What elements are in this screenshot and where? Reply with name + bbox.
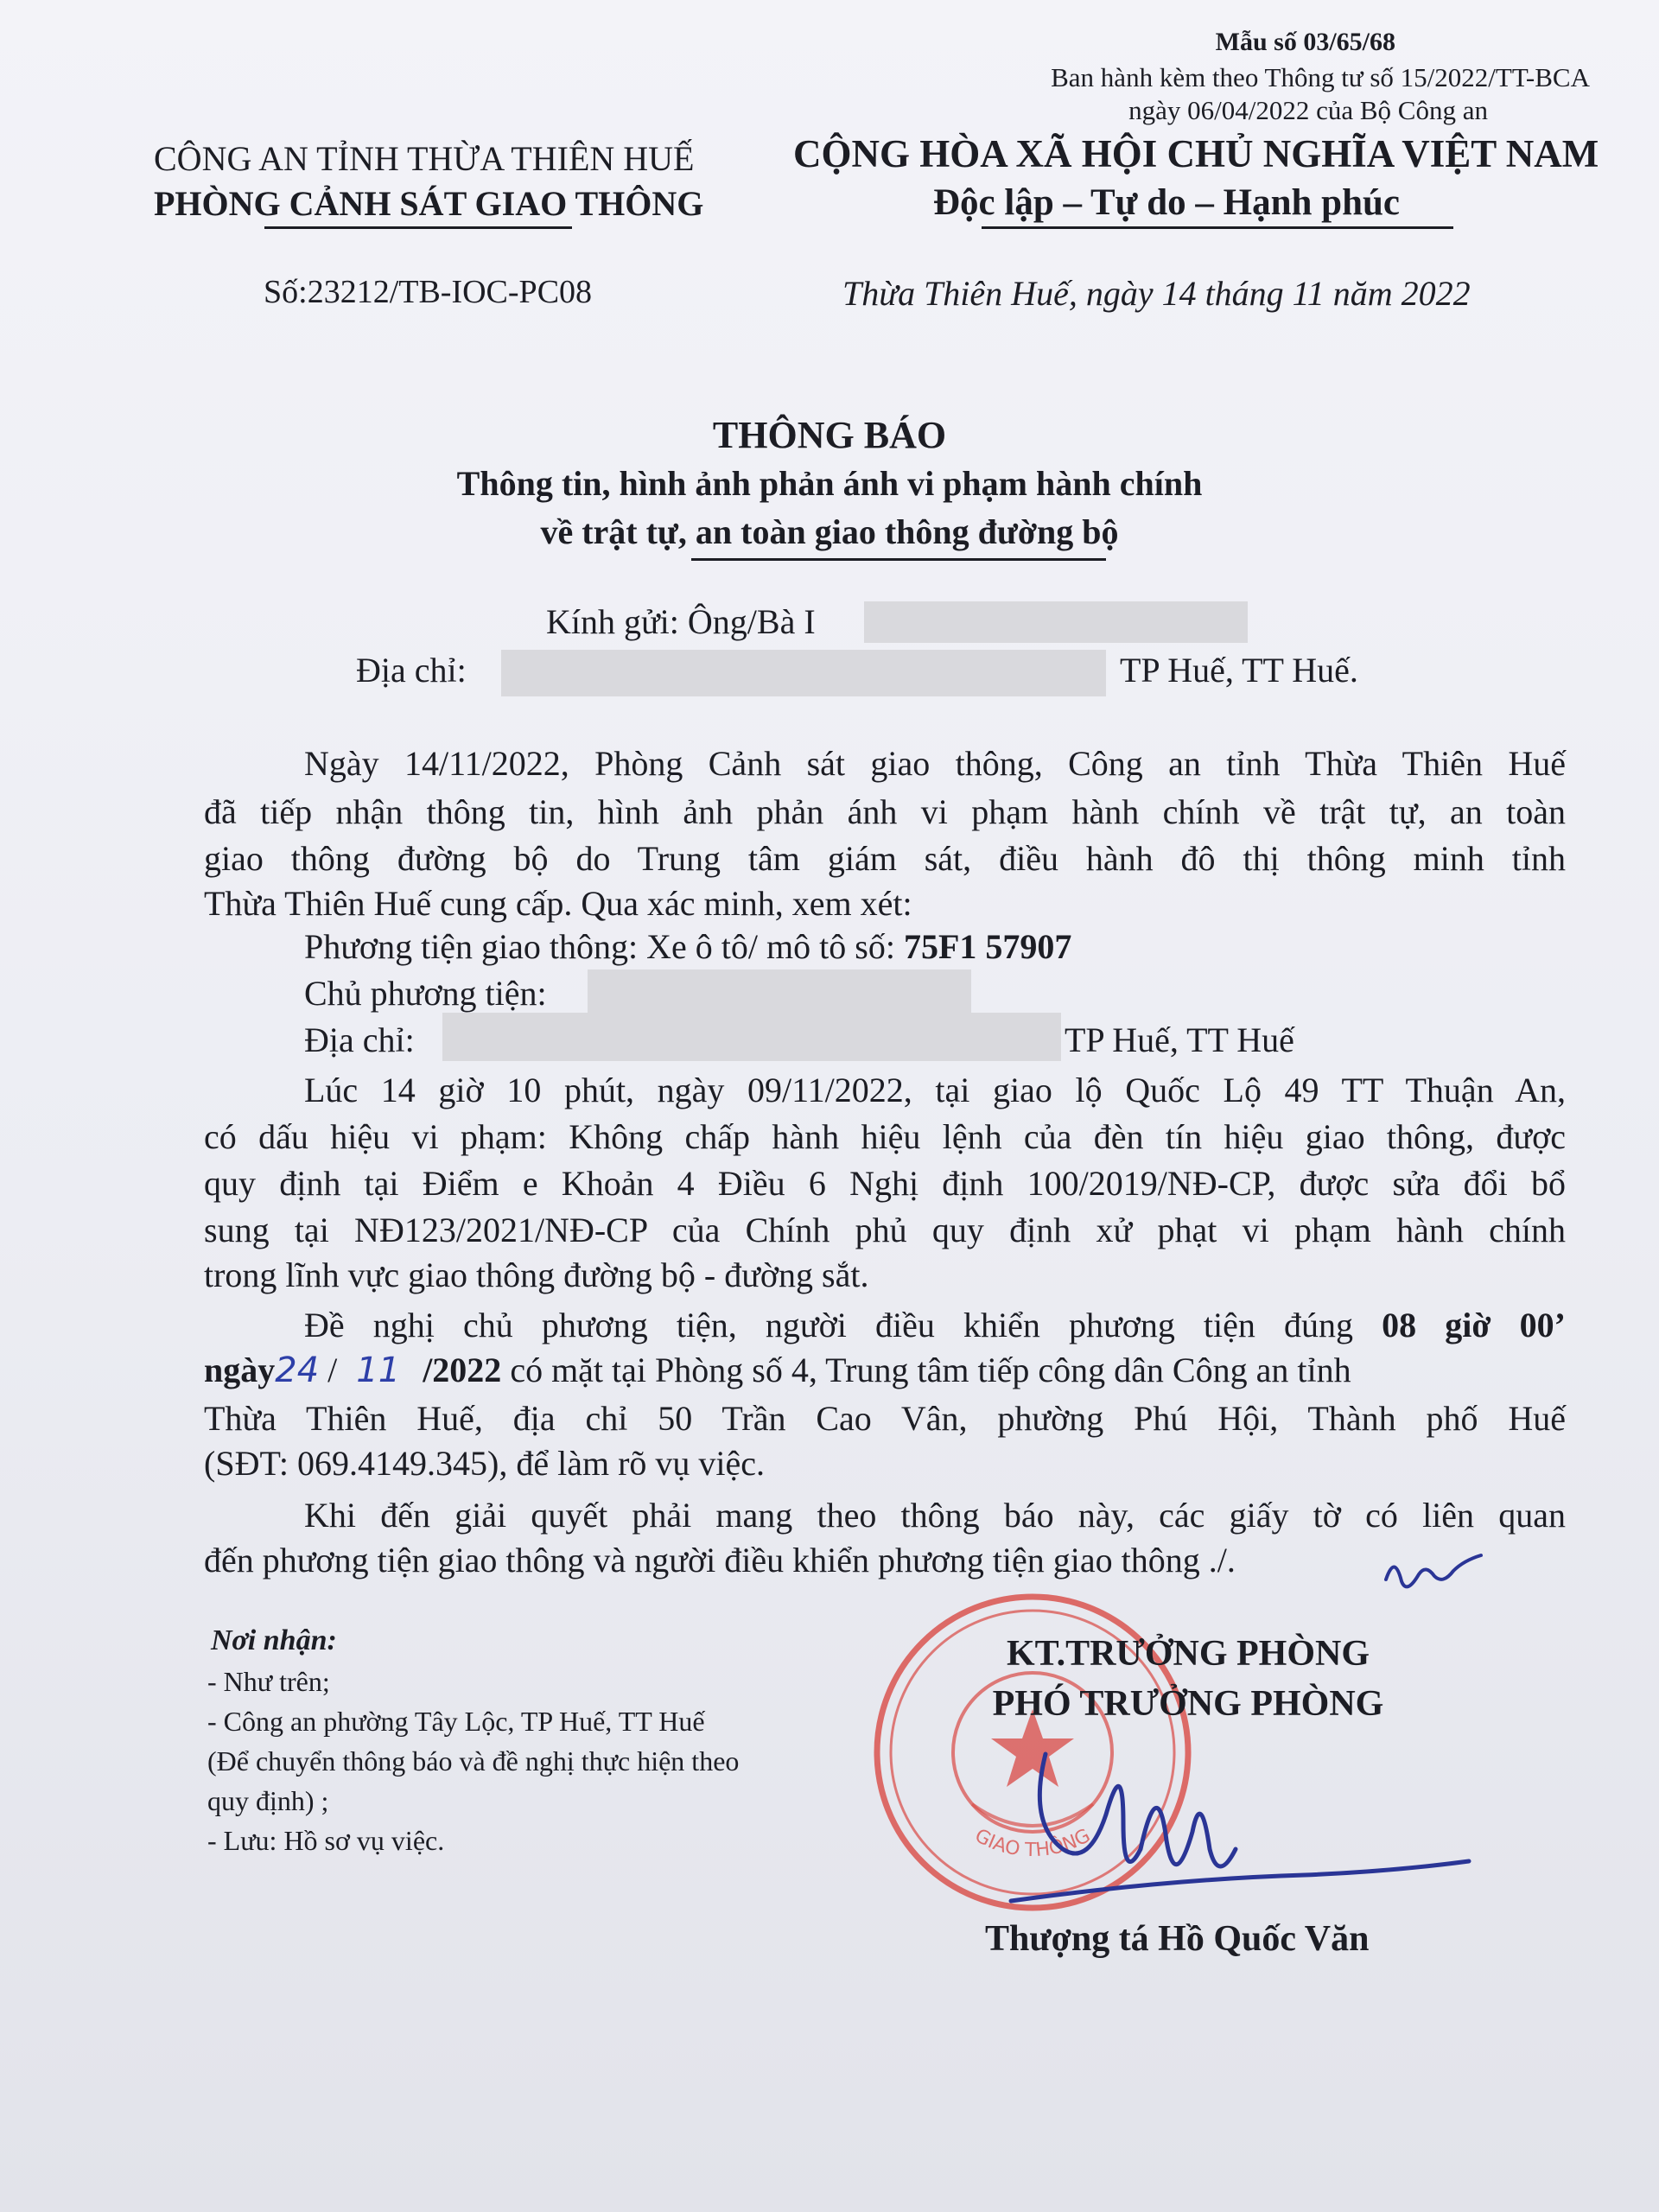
- owner-address-label: Địa chỉ:: [304, 1020, 415, 1059]
- appointment-year: /2022: [423, 1351, 502, 1389]
- title-underline: [691, 558, 1106, 561]
- recipients-item-5: - Lưu: Hồ sơ vụ việc.: [207, 1825, 445, 1856]
- appointment-location: có mặt tại Phòng số 4, Trung tâm tiếp công dân Công an tỉnh: [501, 1351, 1351, 1389]
- redacted-recipient-address: [501, 650, 1106, 696]
- redacted-owner-address: [442, 1013, 1061, 1061]
- initial-mark: [1381, 1545, 1484, 1597]
- appointment-time: 08 giờ 00’: [1382, 1306, 1566, 1344]
- signature-title-2: PHÓ TRƯỞNG PHÒNG: [992, 1684, 1384, 1724]
- handwritten-signature: [994, 1719, 1478, 1918]
- body-paragraph-1-line-3: giao thông đường bộ do Trung tâm giám sát, điều hành đô thị thông minh tỉnh: [204, 839, 1566, 878]
- body-paragraph-2-line-1: Lúc 14 giờ 10 phút, ngày 09/11/2022, tại giao lộ Quốc Lộ 49 TT Thuận An,: [304, 1071, 1566, 1109]
- document-title: THÔNG BÁO: [712, 414, 947, 456]
- redacted-recipient-name: [864, 601, 1248, 643]
- body-paragraph-1-line-4: Thừa Thiên Huế cung cấp. Qua xác minh, xem xét:: [204, 884, 912, 923]
- form-number: Mẫu số 03/65/68: [1215, 28, 1395, 56]
- body-paragraph-4-line-1: Khi đến giải quyết phải mang theo thông báo này, các giấy tờ có liên quan: [304, 1496, 1566, 1535]
- signature-title-1: KT.TRƯỞNG PHÒNG: [1007, 1634, 1370, 1674]
- recipients-item-3: (Để chuyển thông báo và đề nghị thực hiện theo: [207, 1745, 740, 1777]
- body-paragraph-3-line-1: [304, 1303, 1566, 1348]
- vehicle-line: [304, 926, 1071, 967]
- document-number: Số:23212/TB-IOC-PC08: [264, 274, 593, 310]
- recipient-greeting: Kính gửi: Ông/Bà I: [546, 602, 816, 641]
- appointment-month-handwritten: 11: [356, 1351, 401, 1390]
- body-paragraph-2-line-5: trong lĩnh vực giao thông đường bộ - đường sắt.: [204, 1255, 869, 1294]
- department-name: PHÒNG CẢNH SÁT GIAO THÔNG: [154, 184, 704, 223]
- recipients-item-4: quy định) ;: [207, 1785, 329, 1816]
- appointment-text: Đề nghị chủ phương tiện, người điều khiển phương tiện đúng: [304, 1306, 1382, 1344]
- body-paragraph-2-line-3: quy định tại Điểm e Khoản 4 Điều 6 Nghị định 100/2019/NĐ-CP, được sửa đổi bổ: [204, 1164, 1566, 1203]
- document-subtitle-2: về trật tự, an toàn giao thông đường bộ: [540, 512, 1119, 551]
- recipients-item-2: - Công an phường Tây Lộc, TP Huế, TT Huế: [207, 1706, 705, 1737]
- appointment-day-handwritten: 24: [275, 1351, 320, 1390]
- body-paragraph-3-line-4: (SĐT: 069.4149.345), để làm rõ vụ việc.: [204, 1444, 766, 1483]
- recipients-item-1: - Như trên;: [207, 1666, 330, 1697]
- document-subtitle-1: Thông tin, hình ảnh phản ánh vi phạm hành chính: [456, 464, 1203, 503]
- appointment-date-label: ngày: [204, 1351, 276, 1389]
- signer-name: Thượng tá Hồ Quốc Văn: [985, 1919, 1370, 1959]
- body-paragraph-2-line-2: có dấu hiệu vi phạm: Không chấp hành hiệu lệnh của đèn tín hiệu giao thông, được: [204, 1117, 1566, 1156]
- department-underline: [264, 226, 572, 229]
- place-date: Thừa Thiên Huế, ngày 14 tháng 11 năm 2022: [842, 274, 1471, 313]
- stamp-text: GIAO THÔNG: [970, 1825, 1095, 1862]
- issued-by-line-2: ngày 06/04/2022 của Bộ Công an: [1128, 95, 1488, 125]
- body-paragraph-1-line-1: Ngày 14/11/2022, Phòng Cảnh sát giao thông, Công an tỉnh Thừa Thiên Huế: [304, 744, 1566, 783]
- motto-underline: [982, 226, 1453, 229]
- national-title: CỘNG HÒA XÃ HỘI CHỦ NGHĨA VIỆT NAM: [793, 132, 1599, 175]
- body-paragraph-3-line-2: ngày24 / 11 /2022 có mặt tại Phòng số 4, Trung tâm tiếp công dân Công an tỉnh: [204, 1351, 1351, 1390]
- owner-address-city: TP Huế, TT Huế: [1065, 1020, 1294, 1059]
- body-paragraph-1-line-2: đã tiếp nhận thông tin, hình ảnh phản ánh vi phạm hành chính về trật tự, an toàn: [204, 792, 1566, 831]
- body-paragraph-3-line-3: Thừa Thiên Huế, địa chỉ 50 Trần Cao Vân, phường Phú Hội, Thành phố Huế: [204, 1399, 1566, 1438]
- recipients-title: Nơi nhận:: [211, 1624, 337, 1656]
- owner-label: Chủ phương tiện:: [304, 974, 547, 1013]
- recipient-address-city: TP Huế, TT Huế.: [1120, 651, 1358, 690]
- national-motto: Độc lập – Tự do – Hạnh phúc: [933, 182, 1400, 223]
- body-paragraph-4-line-2: đến phương tiện giao thông và người điều khiển phương tiện giao thông ./.: [204, 1541, 1236, 1580]
- body-paragraph-2-line-4: sung tại NĐ123/2021/NĐ-CP của Chính phủ quy định xử phạt vi phạm hành chính: [204, 1211, 1566, 1249]
- recipient-address-label: Địa chỉ:: [356, 651, 467, 690]
- agency-name: CÔNG AN TỈNH THỪA THIÊN HUẾ: [154, 139, 695, 178]
- redacted-owner-name: [588, 969, 971, 1016]
- vehicle-plate: 75F1 57907: [903, 927, 1072, 966]
- issued-by-line-1: Ban hành kèm theo Thông tư số 15/2022/TT-BCA: [1051, 62, 1590, 92]
- vehicle-label: Phương tiện giao thông: Xe ô tô/ mô tô số:: [304, 927, 904, 966]
